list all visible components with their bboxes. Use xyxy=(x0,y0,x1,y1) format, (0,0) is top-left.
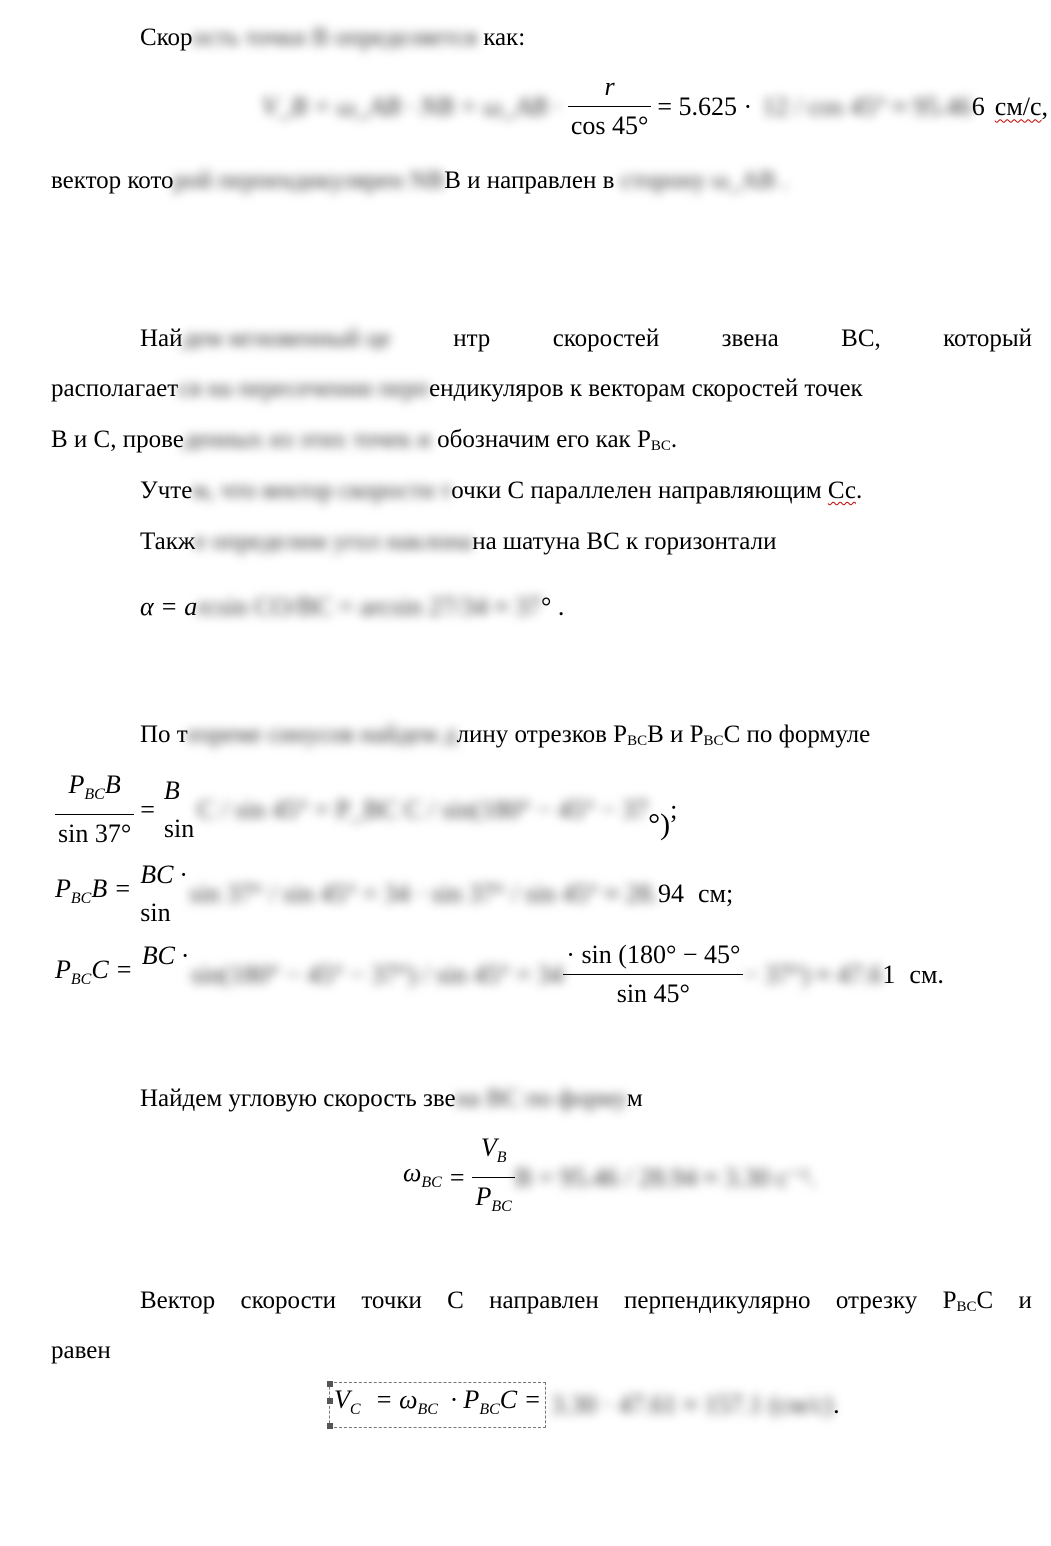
paragraph-3-line-3 xyxy=(51,425,677,461)
paragraph-7 xyxy=(140,1084,643,1114)
word: скорости xyxy=(240,1287,336,1314)
blurred-formula: − 37°) ≈ 47.6 xyxy=(743,959,883,989)
word: ВС, xyxy=(841,325,881,352)
fraction xyxy=(139,941,191,1009)
equation-lhs: $\omega_{BC}$ xyxy=(403,1157,442,1191)
fraction-numerator: $V_B$ xyxy=(472,1133,514,1178)
fraction-numerator: B xyxy=(163,775,180,805)
fraction-denominator: cos 45° xyxy=(570,111,649,140)
blurred-text: на ВС по форму xyxy=(455,1085,627,1112)
blurred-formula: 12 / cos 45° ≈ 95.46 xyxy=(762,91,972,121)
text: очки С параллелен направляющим xyxy=(451,477,822,504)
fraction-denominator: $P_{BC}$ xyxy=(475,1182,512,1215)
fraction xyxy=(161,776,197,844)
equation-lhs: $V_C$ xyxy=(334,1385,361,1418)
paragraph-5 xyxy=(140,527,776,557)
paragraph-3-line-1 xyxy=(140,324,1032,354)
text: В и С, прове xyxy=(51,426,184,453)
equation-pbc-b xyxy=(55,860,733,928)
equation-alpha xyxy=(140,592,564,622)
fraction-denominator: sin 45° xyxy=(616,979,690,1008)
blurred-text: е определим угол наклона xyxy=(194,528,473,555)
text: как: xyxy=(483,24,526,51)
units-text: см/с xyxy=(994,91,1042,121)
resize-handle[interactable] xyxy=(327,1398,333,1404)
punctuation: , xyxy=(1041,91,1049,121)
word: Вектор xyxy=(140,1287,216,1314)
word: перпендикулярно xyxy=(624,1287,811,1314)
paragraph-1 xyxy=(140,23,525,53)
text: Учте xyxy=(140,477,193,504)
text: По т xyxy=(140,721,188,748)
equation-text: °) xyxy=(648,807,671,841)
text: обозначим его как P xyxy=(437,426,651,453)
word: направлен xyxy=(489,1287,599,1314)
fraction-numerator: r xyxy=(568,72,652,107)
text: Скор xyxy=(140,24,193,51)
equation-sine-theorem xyxy=(55,770,677,849)
punctuation: ; xyxy=(670,794,678,824)
text: B и направлен в xyxy=(444,167,615,194)
resize-handle[interactable] xyxy=(327,1381,333,1387)
equation-lhs: $P_{BC}C$ = xyxy=(55,954,133,988)
blurred-text: ость точки B определяется xyxy=(192,24,477,51)
resize-handle[interactable] xyxy=(327,1423,333,1429)
word: скоростей xyxy=(552,325,660,352)
blurred-formula: 3.30 · 47.61 ≈ 157.1 (см/с) xyxy=(551,1390,834,1419)
equation-text: 94 xyxy=(658,879,685,908)
text: м xyxy=(626,1085,643,1112)
blurred-text: сторону ω_AB . xyxy=(620,167,789,194)
paragraph-3-line-2 xyxy=(51,374,1032,404)
equation-vc[interactable] xyxy=(332,1385,840,1425)
equation-omega xyxy=(403,1133,816,1222)
punctuation: . xyxy=(856,477,863,504)
word: который xyxy=(943,325,1032,352)
text: ендикуляров к векторам скоростей точек xyxy=(429,375,863,402)
word: нтр xyxy=(453,325,491,352)
fraction-numerator: BC · xyxy=(140,860,187,889)
word: PBCC xyxy=(942,1287,994,1315)
equation-text: 6 xyxy=(971,91,985,121)
blurred-text: денных из этих точек и xyxy=(183,426,431,453)
equation-text: · $P_{BC}C$ = xyxy=(450,1385,542,1418)
word: и xyxy=(1018,1287,1032,1314)
blurred-text: дем мгновенный це xyxy=(182,325,391,352)
word: звена xyxy=(721,325,779,352)
equation-text: = 5.625 · xyxy=(657,91,753,121)
text: Такж xyxy=(140,528,195,555)
text: на шатуна ВС к горизонтали xyxy=(472,528,777,555)
units-text: см. xyxy=(909,959,944,989)
text: C по формуле xyxy=(723,721,871,748)
text: лину отрезков P xyxy=(456,721,628,748)
blurred-formula: C / sin 45° = P_BC C / sin(180° − 45° − 37 xyxy=(197,794,649,824)
fraction xyxy=(472,1133,514,1222)
equals: = xyxy=(140,794,155,824)
paragraph-8-line-1 xyxy=(140,1286,1032,1322)
text: вектор кото xyxy=(51,167,174,194)
blurred-text: рой перпендикулярен NB xyxy=(173,167,445,194)
text: B и P xyxy=(647,721,704,748)
fraction-denominator: sin 37° xyxy=(58,819,132,848)
paragraph-8-line-2 xyxy=(51,1336,111,1366)
units-text: см; xyxy=(698,879,734,908)
equation-text: ° . xyxy=(541,592,565,621)
subscript: BC xyxy=(650,438,671,454)
word: С xyxy=(447,1287,464,1314)
equation-vb xyxy=(262,72,1048,141)
text: равен xyxy=(51,1337,111,1364)
equation-text: 1 xyxy=(882,959,896,989)
fraction xyxy=(55,770,134,849)
punctuation: . xyxy=(670,426,678,453)
selected-equation-object[interactable] xyxy=(332,1385,543,1425)
spellcheck-word: Сс xyxy=(827,477,856,504)
equation-text: = $\omega_{BC}$ xyxy=(375,1385,438,1418)
equals: = xyxy=(449,1162,465,1192)
fraction-denominator: sin xyxy=(140,898,171,927)
equation-lhs: $P_{BC}B$ = xyxy=(55,874,132,907)
word: отрезку xyxy=(835,1287,918,1314)
fraction-numerator: BC · xyxy=(141,940,188,970)
text: располагает xyxy=(51,375,179,402)
fraction-numerator: · sin (180° − 45° xyxy=(563,940,743,975)
blurred-formula: sin(180° − 45° − 37°) / sin 45° = 34 xyxy=(190,959,564,989)
fraction xyxy=(563,940,743,1009)
fraction-numerator: $P_{BC}B$ xyxy=(55,770,134,815)
paragraph-4 xyxy=(140,476,862,506)
punctuation: . xyxy=(833,1390,840,1419)
paragraph-2 xyxy=(51,166,788,196)
blurred-text: ся на пересечении перп xyxy=(178,375,430,402)
equation-text: α = a xyxy=(140,592,198,621)
word: точки xyxy=(361,1287,422,1314)
blurred-formula: rcsin CO/BC = arcsin 27/34 ≈ 37 xyxy=(197,592,542,621)
blurred-formula: V_B = ω_AB · NB = ω_AB · xyxy=(262,91,560,121)
text: Най xyxy=(140,325,183,352)
blurred-formula: B = 95.46 / 28.94 ≈ 3.30 с⁻¹. xyxy=(514,1162,816,1192)
fraction-denominator: sin xyxy=(163,813,195,843)
fraction xyxy=(568,72,652,141)
fraction xyxy=(137,860,189,928)
text: Найдем угловую скорость зве xyxy=(140,1085,456,1112)
paragraph-6 xyxy=(140,720,870,756)
subscript: BC xyxy=(627,733,648,749)
blurred-formula: sin 37° / sin 45° = 34 · sin 37° / sin 45° ≈ 28. xyxy=(189,879,659,908)
blurred-text: м, что вектор скорости т xyxy=(192,477,452,504)
subscript: BC xyxy=(703,733,724,749)
blurred-text: еореме синусов найдем д xyxy=(187,721,457,748)
equation-pbc-c xyxy=(55,940,944,1009)
